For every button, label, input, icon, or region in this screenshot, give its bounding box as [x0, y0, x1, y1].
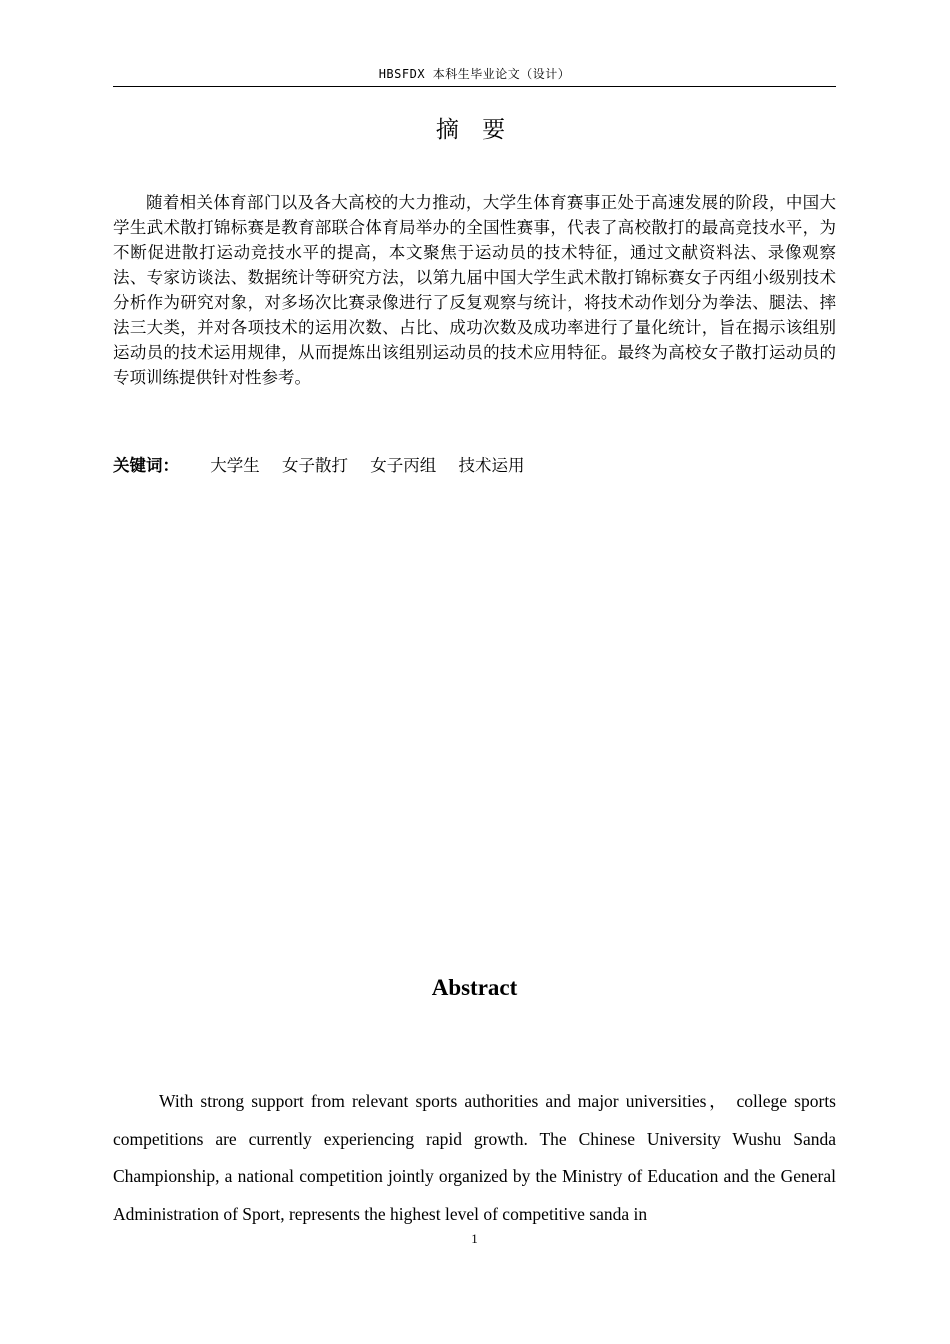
english-abstract-title: Abstract: [431, 975, 518, 1000]
keywords-line: [113, 453, 836, 479]
keyword: 大学生: [210, 456, 260, 475]
chinese-abstract-title: 摘 要: [435, 117, 514, 143]
keyword: 女子丙组: [370, 456, 437, 475]
keywords-label: 关键词：: [113, 456, 179, 475]
page-header: HBSFDX 本科生毕业论文（设计）: [113, 64, 836, 87]
keyword: 女子散打: [282, 456, 348, 475]
english-abstract-body: With strong support from relevant sports authorities and major universities， college sports competitions are currently experiencing rapid growth. The Chinese University Wushu Sanda Championship, a national competition jointly organized by the Ministry of Education and the General Administration of Sport, represents the highest level of competitive sanda in: [113, 1091, 836, 1224]
page-number: 1: [471, 1231, 478, 1246]
chinese-abstract-body: 随着相关体育部门以及各大高校的大力推动，大学生体育赛事正处于高速发展的阶段，中国大学生武术散打锦标赛是教育部联合体育局举办的全国性赛事，代表了高校散打的最高竞技水平，为不断促进散打运动竞技水平的提高，本文聚焦于运动员的技术特征，通过文献资料法、录像观察法、专家访谈法、数据统计等研究方法，以第九届中国大学生武术散打锦标赛女子丙组小级别技术分析作为研究对象，对多场次比赛录像进行了反复观察与统计，将技术动作划分为拳法、腿法、摔法三大类，并对各项技术的运用次数、占比、成功次数及成功率进行了量化统计，旨在揭示该组别运动员的技术运用规律，从而提炼出该组别运动员的技术应用特征。最终为高校女子散打运动员的专项训练提供针对性参考。: [113, 193, 836, 387]
keyword: 技术运用: [458, 456, 525, 475]
